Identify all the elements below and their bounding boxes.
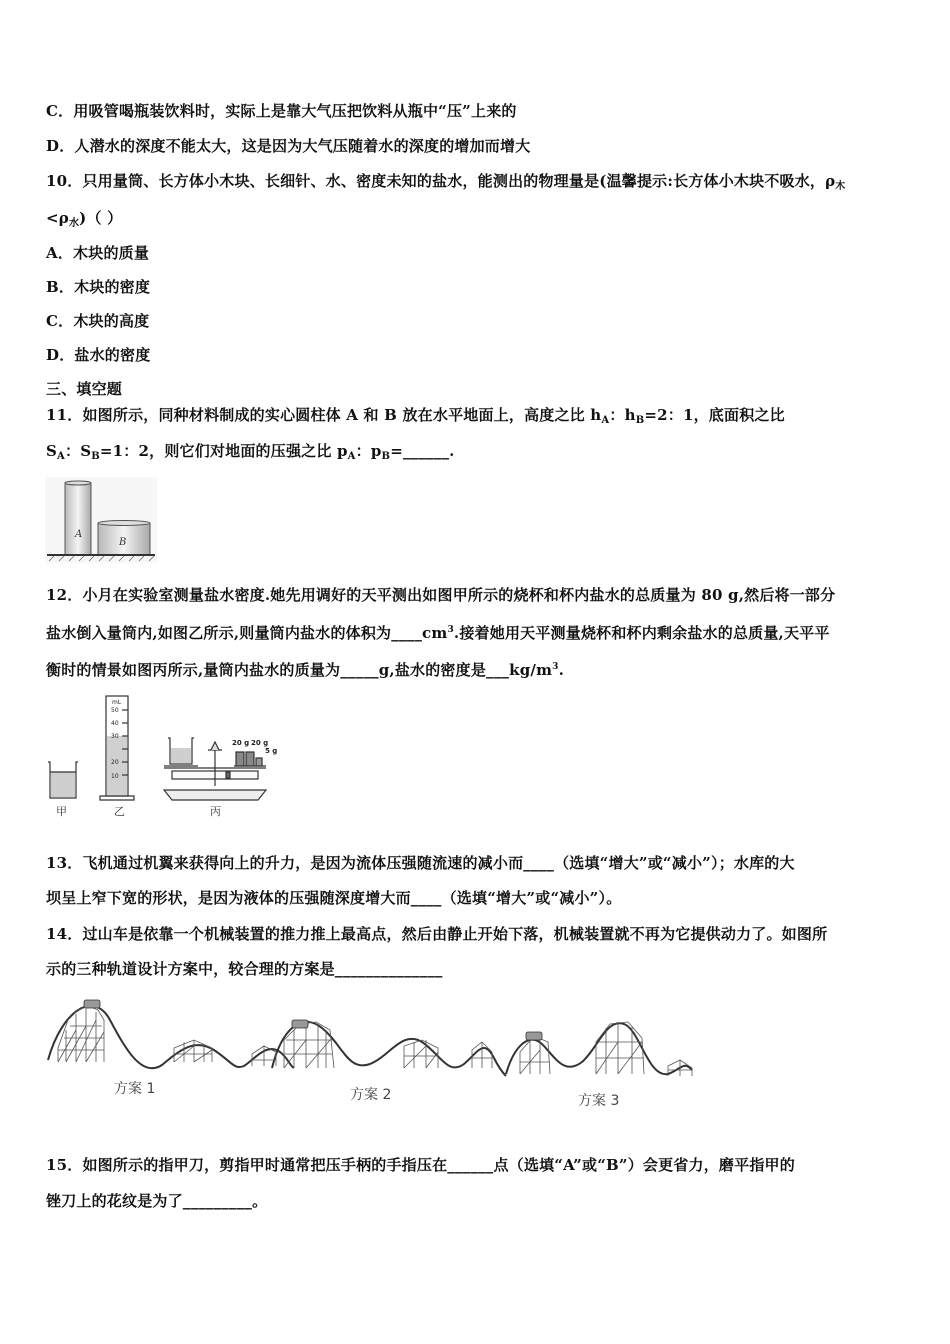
cyl-tick-10: 10 [111, 773, 119, 780]
q11-line2 [46, 440, 455, 462]
q11-l2-colon: ：S [65, 442, 92, 460]
track-plan-1 [48, 1006, 294, 1068]
q11-l2-s: S [46, 442, 58, 460]
q11-line1 [46, 404, 785, 426]
q10-stem-line2 [46, 207, 122, 229]
weight-20g-a: 20 g [232, 739, 250, 747]
q11-l2-mid: =1：2，则它们对地面的压强之比 p [99, 442, 348, 460]
q11-sub-b: B [635, 415, 645, 426]
plan-2-label: 方案 2 [350, 1087, 392, 1103]
q12-l3a: 衡时的情景如图丙所示,量筒内盐水的质量为_____g,盐水的密度是___kg/m [46, 661, 553, 679]
caption-yi: 乙 [114, 805, 125, 818]
q10-option-a: A．木块的质量 [46, 244, 150, 262]
q12-l2a: 盐水倒入量筒内,如图乙所示,则量筒内盐水的体积为____cm [46, 624, 448, 642]
q12-l3-sup: 3 [552, 662, 559, 672]
cylinder-a [65, 483, 91, 555]
q11-l2-sub-a: A [57, 451, 66, 462]
q9-option-c: C．用吸管喝瓶装饮料时，实际上是靠大气压把饮料从瓶中“压”上来的 [46, 102, 517, 120]
q12-balance-figure [44, 690, 304, 820]
q14-line1: 14．过山车是依靠一个机械装置的推力推上最高点，然后由静止开始下落，机械装置就不再为它提供动力了。如图所 [46, 925, 828, 943]
q12-l2b: .接着她用天平测量烧杯和杯内剩余盐水的总质量,天平平 [453, 624, 830, 642]
q15-line1: 15．如图所示的指甲刀，剪指甲时通常把压手柄的手指压在______点（选填“A”或“B”）会更省力，磨平指甲的 [46, 1156, 795, 1174]
track-plan-3 [506, 1023, 692, 1074]
q9-option-d: D．人潜水的深度不能太大，这是因为大气压随着水的深度的增加而增大 [46, 137, 531, 155]
rho-water-subscript: 水 [68, 218, 80, 229]
q11-l2-sub-b: B [91, 451, 100, 462]
q12-line3 [46, 659, 564, 680]
balance-bing [164, 738, 269, 800]
plan-1-label: 方案 1 [114, 1081, 156, 1097]
cyl-unit: mL [112, 699, 122, 706]
rho-wood-subscript: 木 [835, 181, 846, 192]
plan-3-label: 方案 3 [578, 1093, 620, 1109]
q10-stem-text: 10．只用量筒、长方体小木块、长细针、水、密度未知的盐水，能测出的物理量是(温馨提示:长方体小木块不吸水，ρ [46, 172, 836, 190]
cyl-tick-50: 50 [111, 707, 119, 714]
label-b: B [119, 537, 127, 548]
q11-l2-colon2: ：p [355, 442, 382, 460]
q12-l2-sup: 3 [447, 625, 454, 635]
cyl-tick-40: 40 [111, 720, 119, 727]
q10-option-d: D．盐水的密度 [46, 346, 151, 364]
q11-sub-a: A [601, 415, 610, 426]
weight-5g: 5 g [265, 747, 278, 755]
q10-option-c: C．木块的高度 [46, 312, 150, 330]
q10-stem-line1 [46, 170, 846, 192]
q14-rollercoaster-figure [44, 990, 704, 1115]
label-a: A [75, 529, 83, 540]
q11-text-a: 11．如图所示，同种材料制成的实心圆柱体 A 和 B 放在水平地面上，高度之比 h [46, 406, 602, 424]
cyl-tick-20: 20 [111, 759, 119, 766]
q12-line2 [46, 622, 830, 643]
q14-line2: 示的三种轨道设计方案中，较合理的方案是______________ [46, 960, 443, 978]
q15-line2: 锉刀上的花纹是为了_________。 [46, 1192, 268, 1210]
q12-line1: 12．小月在实验室测量盐水密度.她先用调好的天平测出如图甲所示的烧杯和杯内盐水的总质量为 80 g,然后将一部分 [46, 586, 836, 604]
caption-jia: 甲 [56, 805, 67, 818]
q13-line2: 坝呈上窄下宽的形状，是因为液体的压强随深度增大而____（选填“增大”或“减小”）。 [46, 889, 622, 907]
q10-option-b: B．木块的密度 [46, 278, 151, 296]
q11-l2-pa: A [347, 451, 356, 462]
cyl-tick-30: 30 [111, 733, 119, 740]
q11-l2-end: =______. [390, 442, 455, 460]
q10-paren: )（ ） [79, 209, 123, 227]
q12-l3b: . [558, 661, 565, 679]
section-heading: 三、填空题 [46, 380, 123, 398]
beaker-jia [48, 762, 78, 798]
q11-colon: ：h [609, 406, 636, 424]
q11-text-b: =2：1，底面积之比 [644, 406, 785, 424]
q11-cylinders-figure [45, 477, 157, 563]
q11-l2-pb: B [381, 451, 391, 462]
q13-line1: 13．飞机通过机翼来获得向上的升力，是因为流体压强随流速的减小而____（选填“增大”或“减小”）；水库的大 [46, 854, 795, 872]
caption-bing: 丙 [210, 805, 221, 818]
track-plan-2 [272, 1022, 506, 1076]
q10-rho-lt: <ρ [46, 209, 69, 227]
weight-20g-b: 20 g [251, 739, 269, 747]
